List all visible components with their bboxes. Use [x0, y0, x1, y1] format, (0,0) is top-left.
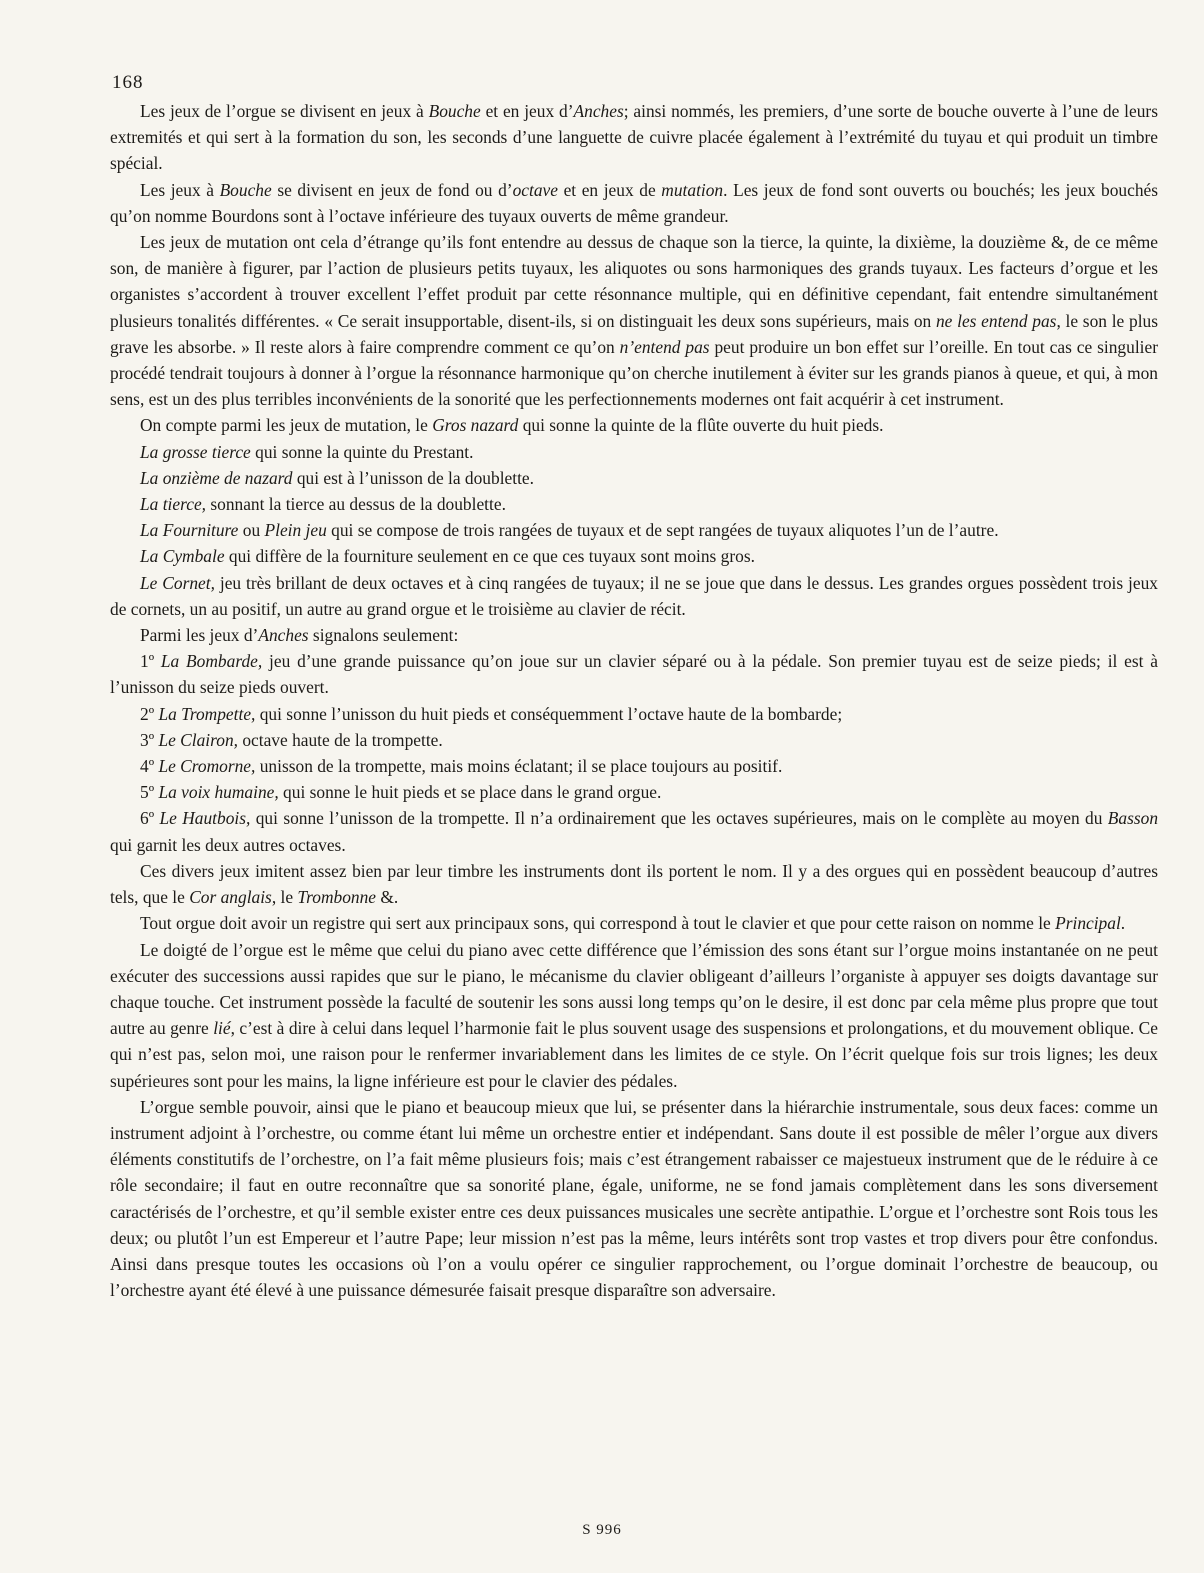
italic-term: Basson — [1107, 808, 1159, 829]
italic-term: Le Cromorne, — [158, 756, 256, 777]
italic-term: La Fourniture — [140, 520, 239, 541]
text-run: On compte parmi les jeux de mutation, le — [140, 415, 433, 436]
body-text — [110, 98, 1158, 1303]
text-run: signalons seulement: — [308, 625, 459, 646]
italic-term: lié — [213, 1018, 231, 1039]
text-run: qui est à l’unisson de la doublette. — [292, 467, 534, 488]
text-run: octave haute de la trompette. — [238, 729, 443, 750]
paragraph — [110, 910, 1158, 936]
text-run: 2º — [140, 703, 159, 724]
text-run: Parmi les jeux d’ — [140, 625, 259, 646]
paragraph — [110, 439, 1158, 465]
text-run: Le doigté de l’orgue est le même que celui du piano avec cette différence que l’émission des sons étant sur l’orgue moins instantanée on ne peut exécuter des successions aussi rapides que sur le piano, le mécanisme du clavier obligeant d’ailleurs l’organiste à appuyer ses doigts davantage sur chaque touche. Cet instrument possède la faculté de soutenir les sons aussi long temps qu’on le desire, il est donc par cela même plus propre que tout autre au genre — [110, 939, 1158, 1039]
paragraph — [110, 570, 1158, 622]
text-run: qui sonne l’unisson du huit pieds et conséquemment l’octave haute de la bombarde; — [255, 703, 843, 724]
italic-term: La Bombarde, — [160, 651, 263, 672]
italic-term: Plein jeu — [264, 520, 327, 541]
italic-term: La voix humaine, — [158, 782, 279, 803]
text-run: qui sonne le huit pieds et se place dans le grand orgue. — [278, 782, 662, 803]
text-run: sonnant la tierce au dessus de la doublette. — [206, 494, 506, 515]
paragraph — [110, 1094, 1158, 1304]
text-run: et en jeux d’ — [480, 101, 574, 121]
text-run: qui sonne l’unisson de la trompette. Il n’a ordinairement que les octaves supérieures, mais on le complète au moyen du — [250, 808, 1108, 829]
paragraph — [110, 937, 1158, 1094]
page-number: 168 — [112, 72, 144, 93]
paragraph — [110, 648, 1158, 700]
italic-term: Cor anglais — [189, 887, 272, 908]
italic-term: Trombonne — [297, 887, 377, 908]
italic-term: La Cymbale — [140, 546, 225, 567]
text-run: Les jeux de mutation ont cela d’étrange qu’ils font entendre au dessus de chaque son la tierce, la quinte, la dixième, la douzième &, de ce même son, de manière à figurer, par l’action de plusieurs petits tuyaux, les aliquotes ou sons harmoniques des grands tuyaux. Les facteurs d’orgue et les organistes s’accordent à trouver excellent l’effet produit par cette résonnance multiple, qui en définitive cependant, fait entendre simultanément plusieurs tonalités différentes. « Ce serait insupportable, disent-ils, si on distinguait les deux sons supérieurs, mais on — [110, 232, 1158, 331]
text-run: se divisent en jeux de fond ou d’ — [271, 179, 513, 200]
italic-term: La tierce, — [140, 494, 207, 515]
text-run: Ces divers jeux imitent assez bien par leur timbre les instruments dont ils portent le nom. Il y a des orgues qui en possèdent beaucoup d’autres tels, que le — [110, 860, 1158, 908]
italic-term: Bouche — [219, 179, 272, 200]
text-run: ; ainsi nommés, les premiers, d’une sorte de bouche ouverte à l’une de leurs extremités et qui sert à la formation du son, les seconds d’une languette de cuivre placée également à l’extrémité du tuyau et qui produit un timbre spécial. — [110, 101, 1158, 174]
text-run: peut produire un bon effet sur l’oreille. En tout cas ce singulier procédé tendrait toujours à donner à l’orgue la résonnance harmonique qu’on cherche inutilement à éviter sur les grands pianos à queue, et qui, à mon sens, est un des plus terribles inconvénients de la sonorité que les perfectionnements modernes ont fait acquérir à cet instrument. — [110, 336, 1158, 410]
text-run: &. — [376, 887, 399, 908]
text-run: qui garnit les deux autres octaves. — [110, 834, 346, 855]
paragraph — [110, 491, 1158, 517]
italic-term: La onzième de nazard — [140, 467, 293, 488]
text-run: 4º — [140, 756, 159, 777]
text-run: unisson de la trompette, mais moins éclatant; il se place toujours au positif. — [255, 756, 783, 777]
text-run: . Les jeux de fond sont ouverts ou bouchés; les jeux bouchés qu’on nomme Bourdons sont à l’octave inférieure des tuyaux ouverts de même grandeur. — [110, 179, 1159, 226]
text-run: et en jeux de — [557, 179, 662, 200]
paragraph — [110, 701, 1158, 727]
paragraph — [110, 465, 1158, 491]
text-run: qui sonne la quinte du Prestant. — [250, 441, 474, 462]
text-run: Tout orgue doit avoir un registre qui sert aux principaux sons, qui correspond à tout le clavier et que pour cette raison on nomme le — [140, 913, 1056, 934]
text-run: qui diffère de la fourniture seulement en ce que ces tuyaux sont moins gros. — [224, 546, 755, 567]
italic-term: Principal — [1055, 913, 1121, 934]
text-run: jeu très brillant de deux octaves et à cinq rangées de tuyaux; il ne se joue que dans le dessus. Les grandes orgues possèdent trois jeux de cornets, un au positif, un autre au grand orgue et le troisième au clavier de récit. — [110, 572, 1158, 619]
italic-term: octave — [512, 179, 558, 200]
text-run: , le son le plus grave les absorbe. » Il reste alors à faire comprendre comment ce qu’on — [110, 310, 1158, 357]
paragraph — [110, 727, 1158, 753]
text-run: qui se compose de trois rangées de tuyaux et de sept rangées de tuyaux aliquotes l’un de l’autre. — [326, 520, 999, 541]
text-run: jeu d’une grande puissance qu’on joue sur un clavier séparé ou à la pédale. Son premier tuyau est de seize pieds; il est à l’unisson du seize pieds ouvert. — [110, 651, 1158, 698]
italic-term: Anches — [258, 625, 309, 646]
italic-term: ne les entend pas — [935, 310, 1057, 331]
italic-term: La grosse tierce — [140, 441, 251, 462]
text-run: Les jeux de l’orgue se divisent en jeux à — [140, 101, 429, 121]
paragraph — [110, 98, 1158, 177]
paragraph — [110, 517, 1158, 543]
text-run: 3º — [140, 729, 159, 750]
text-run: , c’est à dire à celui dans lequel l’harmonie fait le plus souvent usage des suspensions et prolongations, et du mouvement oblique. Ce qui n’est pas, selon moi, une raison pour le renfermer invariablement dans les limites de ce style. On l’écrit quelque fois sur trois lignes; les deux supérieures sont pour les mains, la ligne inférieure est pour le clavier des pédales. — [110, 1018, 1158, 1091]
text-run: 6º — [140, 808, 160, 829]
italic-term: mutation — [661, 179, 724, 200]
footer-signature: S 996 — [582, 1522, 622, 1538]
italic-term: Bouche — [428, 101, 481, 121]
paragraph — [110, 177, 1158, 229]
italic-term: n’entend pas — [619, 336, 710, 357]
italic-term: La Trompette, — [158, 703, 256, 724]
italic-term: Gros nazard — [432, 415, 519, 436]
paragraph — [110, 229, 1158, 412]
text-run: 1º — [140, 651, 161, 672]
text-run: L’orgue semble pouvoir, ainsi que le piano et beaucoup mieux que lui, se présenter dans la hiérarchie instrumentale, sous deux faces: comme un instrument adjoint à l’orchestre, ou comme étant lui même un orchestre entier et indépendant. Sans doute il est possible de mêler l’orgue aux divers éléments constitutifs de l’orchestre, on l’a fait même plusieurs fois; mais c’est étrangement rabaisser ce majestueux instrument que de le réduire à ce rôle secondaire; il faut en outre reconnaître que sa sonorité plane, égale, uniforme, ne se fond jamais complètement dans les sons diversement caractérisés de l’orchestre, et qu’il semble exister entre ces deux puissances musicales une secrète antipathie. L’orgue et l’orchestre sont Rois tous les deux; ou plutôt l’un est Empereur et l’autre Pape; leur mission n’est pas la même, leurs intérêts sont trop vastes et trop divers pour être confondus. Ainsi dans presque toutes les occasions où l’on a voulu opérer ce singulier rapprochement, ou l’orgue dominait l’orchestre de beaucoup, ou l’orchestre ayant été élevé à une puissance démesurée faisait presque disparaître son adversaire. — [110, 1096, 1158, 1301]
paragraph — [110, 779, 1158, 805]
italic-term: Le Hautbois, — [159, 808, 251, 829]
italic-term: Anches — [573, 101, 624, 121]
text-run: . — [1120, 913, 1126, 934]
paragraph — [110, 805, 1158, 857]
paragraph — [110, 753, 1158, 779]
paragraph — [110, 543, 1158, 569]
text-run: qui sonne la quinte de la flûte ouverte du huit pieds. — [518, 415, 884, 436]
text-run: , le — [271, 887, 298, 908]
paragraph — [110, 622, 1158, 648]
italic-term: Le Clairon, — [158, 729, 238, 750]
text-run: 5º — [140, 782, 159, 803]
text-run: ou — [238, 520, 265, 541]
italic-term: Le Cornet, — [140, 572, 215, 593]
text-run: Les jeux à — [140, 179, 220, 200]
paragraph — [110, 412, 1158, 438]
paragraph — [110, 858, 1158, 910]
